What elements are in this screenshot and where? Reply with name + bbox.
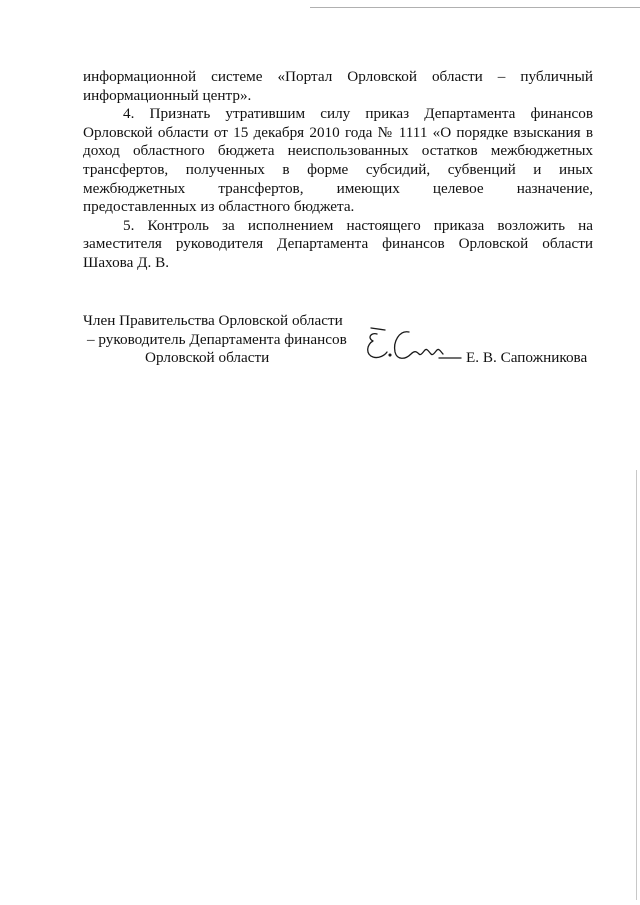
signatory-name: Е. В. Сапожникова	[466, 349, 588, 366]
text-line: межбюджетных трансфертов, имеющих целевое назначение,	[83, 179, 593, 197]
document-body	[83, 68, 593, 273]
text-line: предоставленных из областного бюджета.	[83, 198, 355, 216]
text-line: Орловской области от 15 декабря 2010 года № 1111 «О порядке взыскания в	[83, 123, 593, 141]
text-line: информационный центр».	[83, 86, 252, 104]
text-line: заместителя руководителя Департамента финансов Орловской области	[83, 235, 593, 253]
text-line: Шахова Д. В.	[83, 253, 170, 271]
paragraph-4	[83, 105, 593, 217]
signatory-title-line: Член Правительства Орловской области	[83, 312, 343, 329]
text-line: 5. Контроль за исполнением настоящего приказа возложить на	[123, 216, 593, 234]
signature-block	[83, 312, 603, 372]
text-line: доход областного бюджета неиспользованных остатков межбюджетных	[83, 142, 593, 160]
paragraph-5	[83, 217, 593, 273]
paragraph-continuation	[83, 68, 593, 105]
signatory-title-line: Орловской области	[145, 349, 270, 367]
scan-top-border-line	[310, 7, 640, 8]
text-line: 4. Признать утратившим силу приказ Департамента финансов	[123, 105, 593, 123]
handwritten-signature-icon	[363, 324, 463, 368]
signatory-title	[83, 312, 347, 368]
scan-right-edge-line	[636, 470, 637, 900]
signatory-title-line: – руководитель Департамента финансов	[87, 330, 347, 348]
text-line: трансфертов, полученных в форме субсидий, субвенций и иных	[83, 160, 593, 178]
text-line: информационной системе «Портал Орловской области – публичный	[83, 68, 593, 85]
